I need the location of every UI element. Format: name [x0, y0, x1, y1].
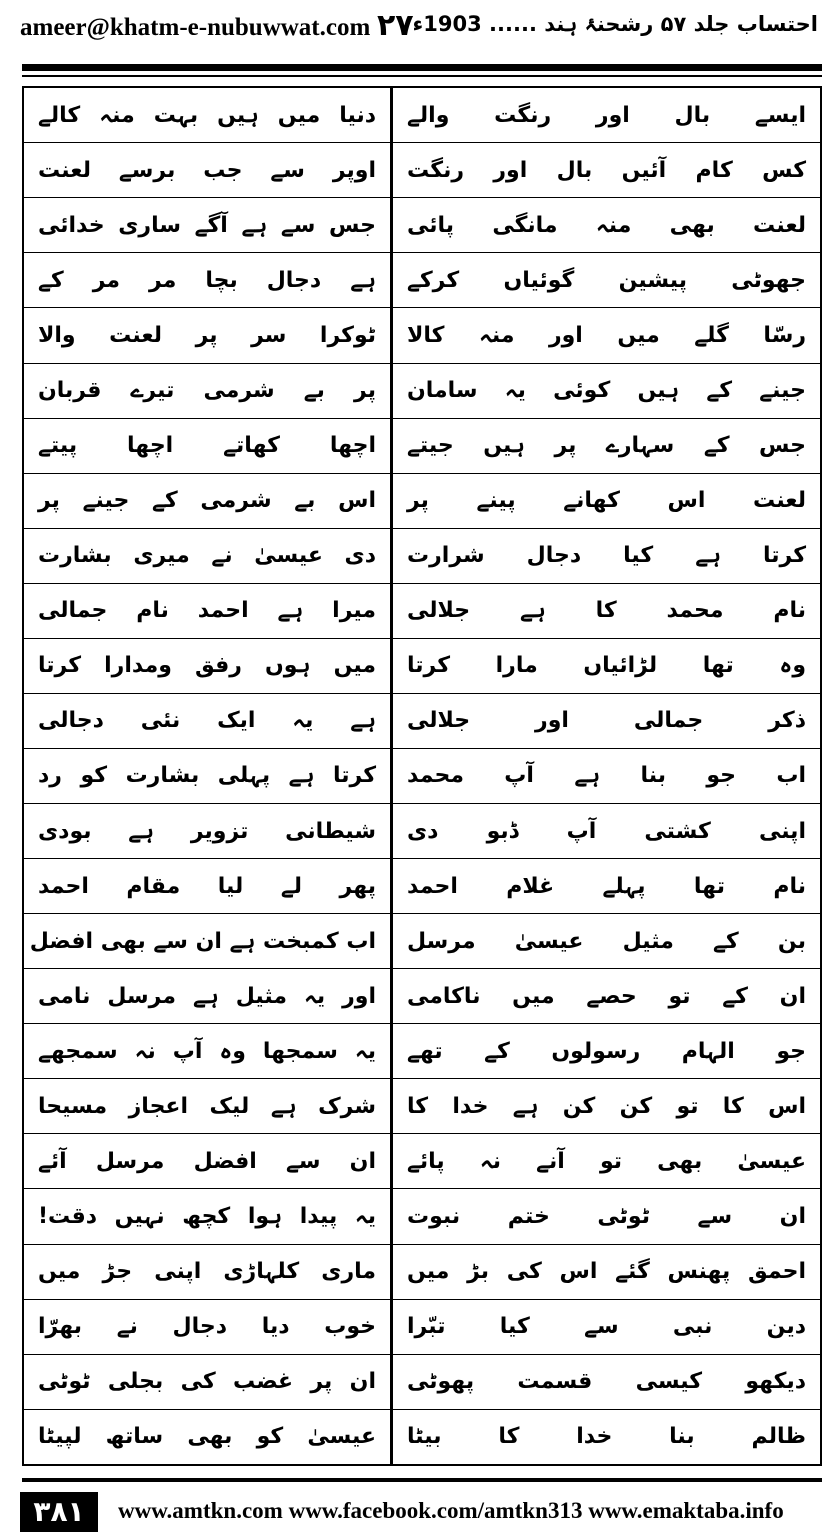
verse-row [23, 473, 821, 528]
verse-first-hemistich: کس کام آئیں بال اور رنگت [392, 143, 822, 198]
verse-second-hemistich: کرتا ہے پہلی بشارت کو رد [23, 748, 392, 803]
verse-row [23, 528, 821, 583]
verse-row [23, 583, 821, 638]
header-issue-info: احتساب جلد ۵۷ رشحنۂ ہند ...... 1903ء [412, 12, 818, 36]
verse-first-hemistich: لعنت اس کھانے پینے پر [392, 473, 822, 528]
header-page-number: ۲۷ [377, 8, 414, 43]
verse-second-hemistich: اور یہ مثیل ہے مرسل نامی [23, 969, 392, 1024]
verse-first-hemistich: وہ تھا لڑائیاں مارا کرتا [392, 638, 822, 693]
verse-row [23, 1409, 821, 1465]
verse-second-hemistich: شیطانی تزویر ہے بودی [23, 804, 392, 859]
verse-row [23, 253, 821, 308]
header-rule-thin [22, 75, 822, 77]
verse-first-hemistich: رسّا گلے میں اور منہ کالا [392, 308, 822, 363]
verse-second-hemistich: شرک ہے لیک اعجاز مسیحا [23, 1079, 392, 1134]
verse-second-hemistich: میں ہوں رفق ومدارا کرتا [23, 638, 392, 693]
verse-second-hemistich: پھر لے لیا مقام احمد [23, 859, 392, 914]
verse-first-hemistich: جو الہام رسولوں کے تھے [392, 1024, 822, 1079]
verse-first-hemistich: نام تھا پہلے غلام احمد [392, 859, 822, 914]
verse-first-hemistich: کرتا ہے کیا دجال شرارت [392, 528, 822, 583]
verse-second-hemistich: ہے دجال بچا مر مر کے [23, 253, 392, 308]
verse-second-hemistich: یہ سمجھا وہ آپ نہ سمجھے [23, 1024, 392, 1079]
verse-row [23, 1134, 821, 1189]
verse-second-hemistich: دی عیسیٰ نے میری بشارت [23, 528, 392, 583]
page-header [0, 0, 840, 58]
verse-first-hemistich: جھوٹی پیشین گوئیاں کرکے [392, 253, 822, 308]
verse-table [22, 86, 822, 1466]
verse-row [23, 859, 821, 914]
verse-second-hemistich: خوب دیا دجال نے بھرّا [23, 1299, 392, 1354]
verse-second-hemistich: ان پر غضب کی بجلی ٹوٹی [23, 1354, 392, 1409]
verse-first-hemistich: دیکھو کیسی قسمت پھوٹی [392, 1354, 822, 1409]
verse-second-hemistich: دنیا میں ہیں بہت منہ کالے [23, 87, 392, 143]
verse-first-hemistich: عیسیٰ بھی تو آنے نہ پائے [392, 1134, 822, 1189]
verse-row [23, 748, 821, 803]
header-rule-thick [22, 64, 822, 71]
verse-row [23, 1299, 821, 1354]
verse-row [23, 198, 821, 253]
verse-row [23, 969, 821, 1024]
verse-first-hemistich: ذکر جمالی اور جلالی [392, 693, 822, 748]
verse-row [23, 1024, 821, 1079]
verse-first-hemistich: لعنت بھی منہ مانگی پائی [392, 198, 822, 253]
page-number-badge: ۳۸۱ [20, 1492, 98, 1532]
verse-first-hemistich: نام محمد کا ہے جلالی [392, 583, 822, 638]
verse-row [23, 1079, 821, 1134]
verse-first-hemistich: اب جو بنا ہے آپ محمد [392, 748, 822, 803]
verse-second-hemistich: ہے یہ ایک نئی دجالی [23, 693, 392, 748]
verse-second-hemistich: جس سے ہے آگے ساری خدائی [23, 198, 392, 253]
verse-second-hemistich: ماری کلہاڑی اپنی جڑ میں [23, 1244, 392, 1299]
verse-first-hemistich: احمق پھنس گئے اس کی بڑ میں [392, 1244, 822, 1299]
verse-row [23, 143, 821, 198]
verse-row [23, 914, 821, 969]
verse-first-hemistich: جینے کے ہیں کوئی یہ سامان [392, 363, 822, 418]
verse-table-body [23, 87, 821, 1465]
verse-row [23, 638, 821, 693]
verse-second-hemistich: ان سے افضل مرسل آئے [23, 1134, 392, 1189]
verse-row [23, 418, 821, 473]
verse-second-hemistich: اوپر سے جب برسے لعنت [23, 143, 392, 198]
verse-first-hemistich: ان کے تو حصے میں ناکامی [392, 969, 822, 1024]
verse-row [23, 308, 821, 363]
header-email: ameer@khatm-e-nubuwwat.com [20, 14, 371, 41]
verse-second-hemistich: میرا ہے احمد نام جمالی [23, 583, 392, 638]
verse-first-hemistich: اپنی کشتی آپ ڈبو دی [392, 804, 822, 859]
verse-second-hemistich: ٹوکرا سر پر لعنت والا [23, 308, 392, 363]
verse-first-hemistich: اس کا تو کن کن ہے خدا کا [392, 1079, 822, 1134]
verse-second-hemistich: اس بے شرمی کے جینے پر [23, 473, 392, 528]
verse-row [23, 1189, 821, 1244]
verse-row [23, 87, 821, 143]
footer-rule [22, 1478, 822, 1482]
verse-first-hemistich: ایسے بال اور رنگت والے [392, 87, 822, 143]
verse-row [23, 1354, 821, 1409]
footer-links: www.amtkn.com www.facebook.com/amtkn313 www.emaktaba.info [118, 1498, 784, 1523]
verse-row [23, 804, 821, 859]
verse-first-hemistich: بن کے مثیل عیسیٰ مرسل [392, 914, 822, 969]
verse-first-hemistich: دین نبی سے کیا تبّرا [392, 1299, 822, 1354]
verse-first-hemistich: ظالم بنا خدا کا بیٹا [392, 1409, 822, 1465]
verse-row [23, 363, 821, 418]
verse-first-hemistich: جس کے سہارے پر ہیں جیتے [392, 418, 822, 473]
verse-second-hemistich: اچھا کھاتے اچھا پیتے [23, 418, 392, 473]
verse-row [23, 693, 821, 748]
verse-second-hemistich: عیسیٰ کو بھی ساتھ لپیٹا [23, 1409, 392, 1465]
verse-second-hemistich: پر بے شرمی تیرے قربان [23, 363, 392, 418]
verse-row [23, 1244, 821, 1299]
verse-second-hemistich: یہ پیدا ہوا کچھ نہیں دقت! [23, 1189, 392, 1244]
verse-first-hemistich: ان سے ٹوٹی ختم نبوت [392, 1189, 822, 1244]
verse-second-hemistich: اب کمبخت ہے ان سے بھی افضل [23, 914, 392, 969]
